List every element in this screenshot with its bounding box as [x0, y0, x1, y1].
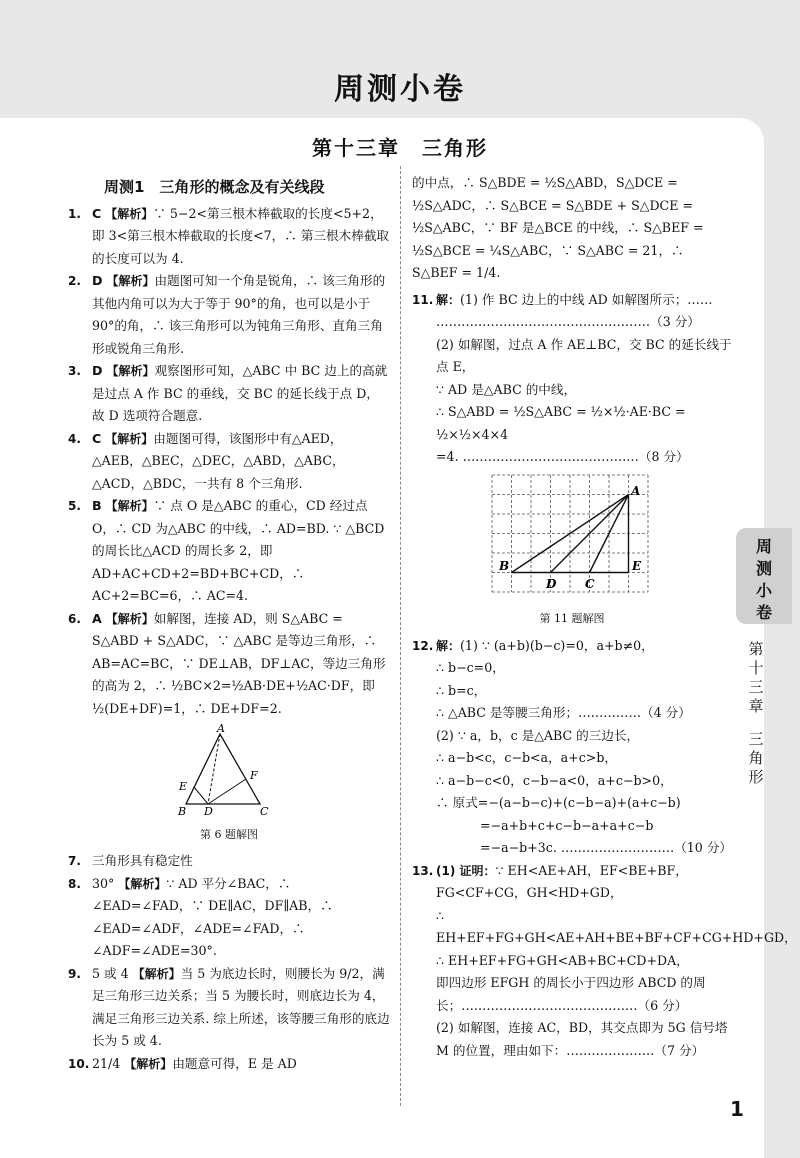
- page-title: 周测小卷: [334, 72, 466, 107]
- solution-line: (2) ∵ a，b，c 是△ABC 的三边长，: [436, 727, 640, 743]
- analysis-tag: 【解析】: [105, 431, 154, 446]
- page-number: 1: [730, 1097, 744, 1121]
- side-chapter-char: 形: [748, 768, 764, 786]
- side-chapter-char: 三: [748, 730, 764, 748]
- solution-lead: 解：: [436, 638, 461, 653]
- question-number: 6.: [68, 611, 81, 626]
- question-3: [68, 360, 390, 428]
- q11-figure: [412, 473, 732, 631]
- solution-line: ∴ b−c=0，: [436, 660, 505, 675]
- question-7: [68, 850, 390, 873]
- side-tab-char: 周: [755, 537, 772, 556]
- question-13: [412, 860, 797, 1063]
- question-number: 4.: [68, 431, 81, 446]
- question-4: [68, 428, 390, 496]
- question-number: 11.: [412, 292, 434, 307]
- analysis-tag: 【解析】: [105, 206, 154, 221]
- question-2: [68, 270, 390, 360]
- figure-caption: 第 11 题解图: [539, 612, 605, 625]
- label-b: B: [499, 558, 510, 573]
- side-chapter-char: 十: [748, 659, 764, 677]
- solution-line: (2) 如解图，过点 A 作 AE⊥BC，交 BC 的延长线于点 E，: [436, 336, 732, 374]
- solution-line: ∴ 原式=−(a−b−c)+(c−b−a)+(a+c−b): [436, 795, 681, 810]
- analysis-tag: 【解析】: [105, 611, 154, 626]
- answer: 21/4: [92, 1055, 121, 1071]
- question-text: 当 5 为底边长时，则腰长为 9/2，满足三角形三边关系；当 5 为腰长时，则底边长为 4，满足三角形三边关系. 综上所述，该等腰三角形的底边长为 5 或 4.: [92, 965, 390, 1048]
- solution-line: =−a−b+3c. ………………………（10 分）: [480, 840, 733, 855]
- question-text: ∵ AD 平分∠BAC，∴ ∠EAD=∠FAD，∵ DE∥AC，DF∥AB，∴ ∠EAD=∠ADF，∠ADE=∠FAD，∴ ∠ADF=∠ADE=30°.: [92, 875, 333, 958]
- answer: D: [92, 273, 103, 288]
- answer: D: [92, 363, 103, 378]
- section-title: 周测1 三角形的概念及有关线段: [104, 178, 325, 196]
- question-1: [68, 203, 390, 271]
- side-chapter-char: 第: [748, 640, 764, 658]
- solution-line: ∴ EH+EF+FG+GH<AE+AH+BE+BF+CF+CG+HD+GD，: [436, 907, 797, 945]
- column-divider: [400, 166, 401, 1106]
- question-number: 7.: [68, 854, 81, 868]
- question-number: 1.: [68, 206, 81, 221]
- solution-line: =−a+b+c+c−b−a+a+c−b: [480, 817, 654, 833]
- question-10-continued: 的中点，∴ S△BDE = ½S△ABD，S△DCE = ½S△ADC，∴ S△BCE = S△BDE + S△DCE = ½S△ABC，∵ BF 是△BCE 的中线，∴ S△BEF = ½S△BCE = ¼S△ABC，∵ S△ABC = 21，∴ S△BEF = 1/4.: [412, 175, 704, 280]
- side-tab[interactable]: [736, 528, 792, 624]
- label-f: F: [250, 769, 258, 782]
- grid-diagram: [490, 473, 654, 601]
- segment-df: [208, 779, 246, 804]
- label-e: E: [632, 558, 642, 573]
- answer: A: [92, 610, 102, 626]
- question-number: 9.: [68, 966, 81, 981]
- answer: B: [92, 498, 102, 513]
- question-number: 8.: [68, 876, 81, 891]
- chapter-title: 第十三章 三角形: [312, 136, 488, 160]
- answer: 30°: [92, 875, 115, 891]
- solution-line: ∴ b=c，: [436, 682, 487, 698]
- solution-line: ∵ EH<AE+AH，EF<BE+BF，FG<CF+CG，GH<HD+GD，: [436, 862, 688, 900]
- side-chapter-gap: [745, 716, 767, 730]
- label-c: C: [585, 576, 595, 591]
- label-e: E: [179, 780, 188, 793]
- label-d: D: [546, 576, 557, 591]
- solution-line: ∵ AD 是△ABC 的中线，: [436, 381, 577, 397]
- analysis-tag: 【解析】: [124, 1056, 173, 1071]
- solution-line: ……………………………………………（3 分）: [436, 314, 700, 329]
- side-chapter-char: 三: [748, 678, 764, 696]
- question-number: 2.: [68, 274, 81, 288]
- side-chapter-char: 角: [748, 749, 764, 767]
- question-5: [68, 495, 390, 608]
- left-column: [68, 172, 390, 1075]
- solution-line: ∴ S△ABD = ½S△ABC = ½×½·AE·BC = ½×½×4×4: [436, 404, 686, 442]
- solution-line: (2) 如解图，连接 AC，BD，其交点即为 5G 信号塔 M 的位置，理由如下：…………………（7 分）: [436, 1020, 728, 1058]
- side-tab-char: 卷: [755, 603, 772, 622]
- solution-line: ∴ △ABC 是等腰三角形；……………（4 分）: [436, 705, 691, 720]
- label-a: A: [217, 724, 225, 735]
- label-a: A: [631, 483, 641, 498]
- question-text: 由题意可得，E 是 AD: [172, 1055, 297, 1071]
- analysis-tag: 【解析】: [106, 364, 155, 378]
- question-number: 3.: [68, 364, 81, 378]
- question-8: [68, 873, 390, 963]
- side-chapter-char: 章: [748, 697, 764, 715]
- answer: C: [92, 205, 102, 221]
- solution-line: 即四边形 EFGH 的周长小于四边形 ABCD 的周长；……………………………………（6 分）: [436, 975, 706, 1013]
- triangle-diagram: [174, 724, 284, 816]
- question-number: 12.: [412, 638, 434, 653]
- answer: 5 或 4: [92, 965, 129, 981]
- question-text: ∵ 点 O 是△ABC 的重心，CD 经过点 O，∴ CD 为△ABC 的中线，∴ AD=BD. ∵ △BCD 的周长比△ACD 的周长多 2，即 AD+AC+CD+2=BD+BC+CD，∴ AC+2=BC=6，∴ AC=4.: [92, 498, 385, 603]
- label-b: B: [178, 805, 187, 816]
- segment-ad: [208, 734, 220, 804]
- solution-line: ∴ a−b<c，c−b<a，a+c>b，: [436, 750, 617, 765]
- right-column: [412, 172, 797, 1062]
- analysis-tag: 【解析】: [105, 499, 154, 513]
- question-10: [68, 1053, 390, 1076]
- q6-figure: [68, 724, 390, 846]
- solution-line: ∴ EH+EF+FG+GH<AB+BC+CD+DA，: [436, 952, 689, 968]
- solution-line: (1) ∵ (a+b)(b−c)=0，a+b≠0，: [460, 637, 654, 653]
- triangle-abc: [186, 734, 260, 804]
- analysis-tag: 【解析】: [118, 876, 167, 891]
- answer: C: [92, 430, 102, 446]
- question-text: ∵ 5−2<第三根木棒截取的长度<5+2，即 3<第三根木棒截取的长度<7，∴ 第三根木棒截取的长度可以为 4.: [92, 205, 390, 266]
- question-number: 13.: [412, 863, 434, 878]
- question-number: 5.: [68, 499, 81, 513]
- question-number: 10.: [68, 1056, 90, 1071]
- figure-caption: 第 6 题解图: [200, 827, 258, 841]
- side-tab-char: 小: [755, 581, 772, 600]
- question-12: [412, 635, 732, 860]
- question-text: 三角形具有稳定性: [92, 853, 193, 868]
- question-6: [68, 608, 390, 721]
- question-11: [412, 289, 732, 469]
- solution-line: (1) 作 BC 边上的中线 AD 如解图所示；……: [460, 291, 713, 307]
- solution-lead: 解：: [436, 292, 461, 307]
- question-text: 由题图可得，该图形中有△AED，△AEB，△BEC，△DEC，△ABD，△ABC，△ACD，△BDC，一共有 8 个三角形.: [92, 430, 345, 491]
- question-9: [68, 963, 390, 1053]
- side-tab-char: 测: [755, 559, 772, 578]
- side-chapter-label: [745, 640, 767, 787]
- solution-lead: (1) 证明：: [436, 863, 496, 878]
- label-c: C: [260, 805, 269, 816]
- segment-de: [194, 787, 208, 804]
- analysis-tag: 【解析】: [132, 966, 181, 981]
- solution-line: ∴ a−b−c<0，c−b−a<0，a+c−b>0，: [436, 772, 673, 788]
- analysis-tag: 【解析】: [106, 274, 155, 288]
- question-text: 如解图，连接 AD，则 S△ABC = S△ABD + S△ADC，∵ △ABC 是等边三角形，∴ AB=AC=BC，∵ DE⊥AB，DF⊥AC，等边三角形的高为 2，∴ ½BC×2=½AB·DE+½AC·DF，即½(DE+DF)=1，∴ DE+DF=2.: [92, 610, 386, 716]
- question-text: 观察图形可知，△ABC 中 BC 边上的高就是过点 A 作 BC 的垂线，交 BC 的延长线于点 D，故 D 选项符合题意.: [92, 363, 388, 423]
- solution-line: =4. ……………………………………（8 分）: [436, 449, 689, 464]
- question-text: 由题图可知一个角是锐角，∴ 该三角形的其他内角可以为大于等于 90°的角，也可以是小于 90°的角，∴ 该三角形可以为钝角三角形、直角三角形或锐角三角形.: [92, 273, 386, 356]
- label-d: D: [204, 805, 213, 816]
